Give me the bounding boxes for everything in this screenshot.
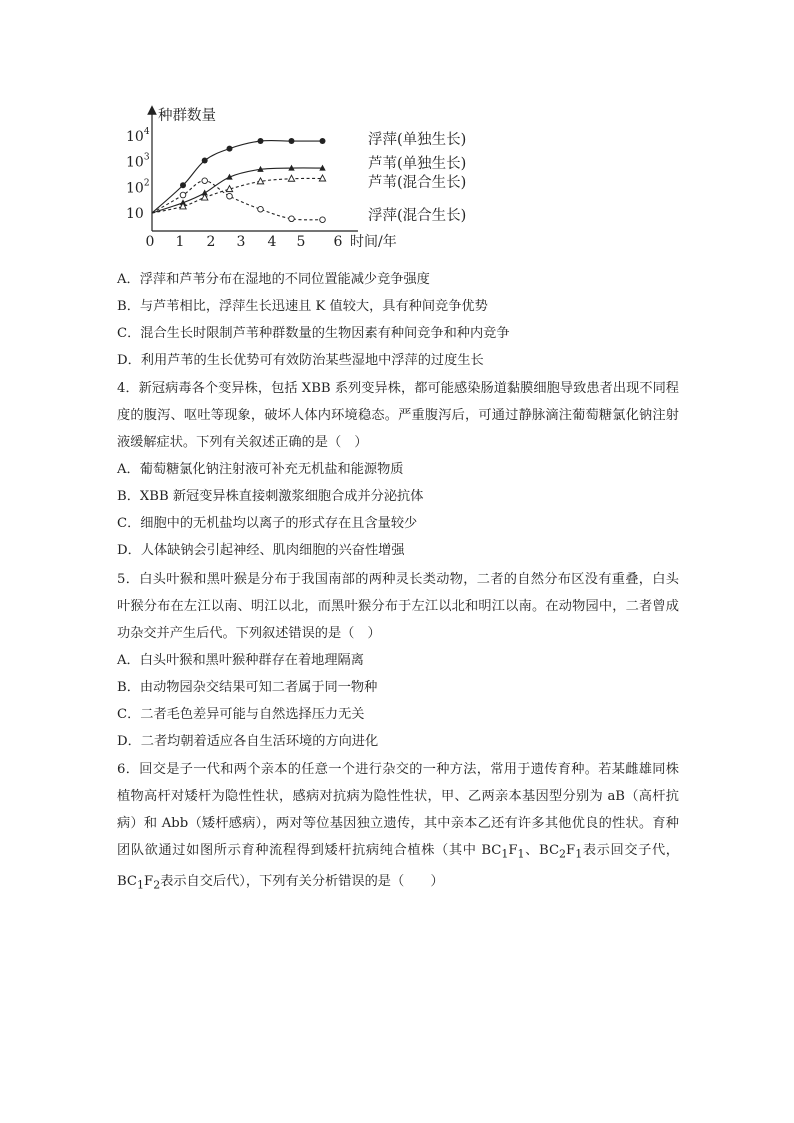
q6-sub2: 1 (517, 847, 525, 861)
q3-option-d: D．利用芦苇的生长优势可有效防治某些湿地中浮萍的过度生长 (117, 353, 484, 368)
y-tick-label: $10^2$ (126, 178, 150, 197)
x-tick-label: 3 (236, 234, 246, 250)
data-point (180, 182, 186, 188)
data-point (202, 158, 208, 164)
y-tick-label: 10 (126, 206, 144, 222)
q6-sub3: 2 (559, 847, 567, 861)
q4-option-b: B．XBB 新冠变异株直接刺激浆细胞合成并分泌抗体 (117, 489, 424, 504)
x-tick-label: 2 (206, 234, 216, 250)
y-tick-label: $10^3$ (126, 152, 150, 171)
series-label: 芦苇(混合生长) (368, 175, 467, 191)
q6-f2: F (566, 843, 576, 858)
q6-stem (117, 756, 679, 898)
x-axis-label: 时间/年 (350, 234, 397, 250)
population-chart (120, 98, 500, 258)
q6-stem-text: 6．回交是子一代和两个亲本的任意一个进行杂交的一种方法，常用于遗传育种。若某雌雄同株植物高杆对矮杆为隐性性状，感病对抗病为隐性性状，甲、乙两亲本基因型分别为 aB（高杆抗病）和 Abb（矮杆感病），两对等位基因独立遗传，其中亲本乙还有许多其他优良的性状。育种团队欲通过如图所示育种流程得到矮杆抗病纯合植株（其中 (117, 762, 679, 858)
q4-option-d: D．人体缺钠会引起神经、肌肉细胞的兴奋性增强 (117, 543, 405, 558)
chart-svg (120, 98, 500, 258)
data-point (289, 216, 295, 222)
x-tick-label: 5 (296, 234, 306, 250)
data-point (227, 193, 233, 199)
q6-sep1: 、 (524, 843, 540, 858)
series-line (152, 140, 323, 213)
x-tick-labels (146, 234, 343, 250)
q6-sub5: 1 (137, 878, 145, 892)
q6-mid: 表示回交子代， (582, 843, 679, 858)
series-label: 浮萍(混合生长) (368, 208, 467, 224)
x-tick-label: 1 (175, 234, 185, 250)
q6-sub1: 1 (501, 847, 509, 861)
q6-f1: F (508, 843, 518, 858)
data-point (180, 192, 186, 198)
q5-option-d: D．二者均朝着适应各自生活环境的方向进化 (117, 734, 379, 749)
x-tick-label: 0 (145, 234, 155, 250)
x-tick-label: 6 (333, 234, 343, 250)
q5-option-c: C．二者毛色差异可能与自然选择压力无关 (117, 707, 365, 722)
q5-option-b: B．由动物园杂交结果可知二者属于同一物种 (117, 680, 378, 695)
data-point (320, 217, 326, 223)
q5-stem: 5．白头叶猴和黑叶猴是分布于我国南部的两种灵长类动物，二者的自然分布区没有重叠，白头叶猴分布在左江以南、明江以北，而黑叶猴分布于左江以北和明江以南。在动物园中，二者曾成功杂交并产生后代。下列叙述错误的是（ ） (117, 572, 679, 641)
data-point (258, 138, 264, 144)
q6-f3: F (144, 873, 154, 889)
q3-option-c: C．混合生长时限制芦苇种群数量的生物因素有种间竞争和种内竞争 (117, 326, 510, 341)
q5-option-a: A．白头叶猴和黑叶猴种群存在着地理隔离 (117, 653, 364, 668)
data-point (258, 206, 264, 212)
y-axis-label: 种群数量 (158, 108, 216, 124)
data-point (288, 175, 294, 181)
series-layer (152, 131, 466, 224)
q4-option-c: C．细胞中的无机盐均以离子的形式存在且含量较少 (117, 516, 418, 531)
q6-bc1: BC (481, 843, 502, 858)
y-tick-label: $10^4$ (126, 126, 150, 145)
x-tick-label: 4 (267, 234, 277, 250)
q6-bc2: BC (539, 843, 560, 858)
data-point (320, 138, 326, 144)
data-point (227, 146, 233, 152)
data-point (202, 178, 208, 184)
q6-end: 表示自交后代），下列有关分析错误的是（ ） (160, 873, 444, 889)
q3-option-a: A．浮萍和芦苇分布在湿地的不同位置能减少竞争强度 (117, 272, 430, 287)
q4-stem: 4．新冠病毒各个变异株，包括 XBB 系列变异株，都可能感染肠道黏膜细胞导致患者出现不同程度的腹泻、呕吐等现象，破坏人体内环境稳态。严重腹泻后，可通过静脉滴注葡萄糖氯化钠注射液缓解症状。下列有关叙述正确的是（ ） (117, 381, 679, 450)
q4-option-a: A．葡萄糖氯化钠注射液可补充无机盐和能源物质 (117, 462, 404, 477)
series-label: 芦苇(单独生长) (368, 156, 467, 172)
q6-sub6: 2 (153, 878, 161, 892)
q6-sub4: 1 (575, 847, 583, 861)
q3-option-b: B．与芦苇相比，浮萍生长迅速且 K 值较大，具有种间竞争优势 (117, 299, 488, 314)
series-label: 浮萍(单独生长) (368, 132, 467, 148)
q6-bc3: BC (117, 873, 138, 889)
data-point (289, 138, 295, 144)
series-line (152, 178, 323, 213)
y-tick-labels (126, 127, 150, 222)
